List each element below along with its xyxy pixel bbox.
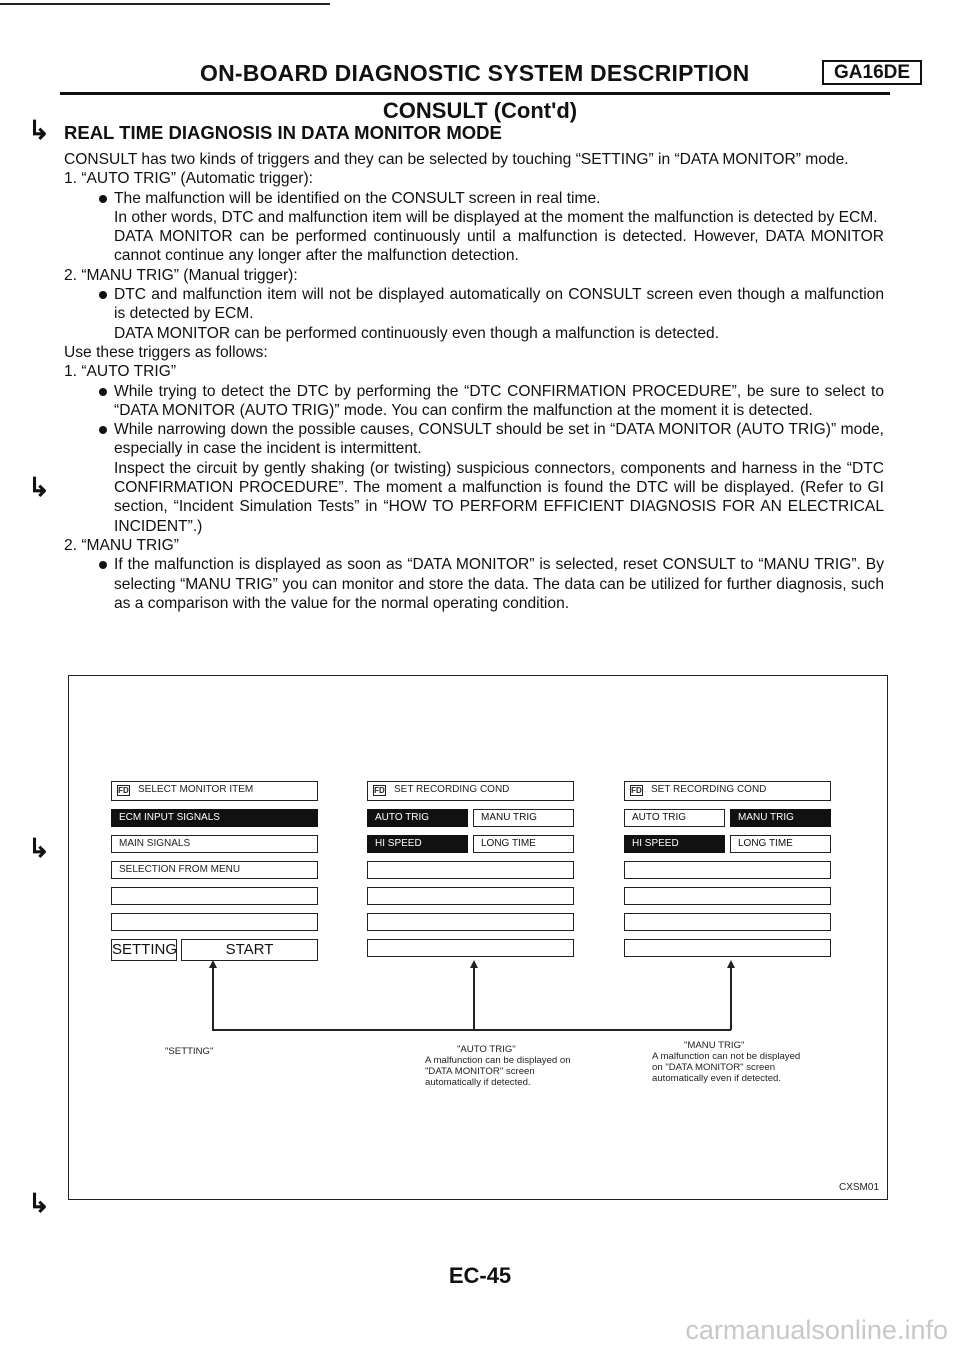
screen-set-recording-cond-manu	[624, 781, 831, 965]
top-rule	[0, 3, 330, 5]
menu-item-ecm-input-signals[interactable]: ECM INPUT SIGNALS	[111, 809, 318, 827]
section-title: REAL TIME DIAGNOSIS IN DATA MONITOR MODE	[64, 122, 502, 143]
page-subtitle: CONSULT (Cont'd)	[382, 98, 578, 123]
caption-auto-trig	[425, 1044, 585, 1088]
button-row	[111, 939, 318, 961]
caption-head: "MANU TRIG"	[684, 1040, 745, 1051]
hi-speed-button[interactable]: HI SPEED	[367, 835, 468, 853]
list-item-title: 1. “AUTO TRIG” (Automatic trigger):	[64, 170, 313, 188]
pointer-line	[473, 968, 475, 1030]
list-item-title: 2. “MANU TRIG”	[64, 536, 179, 554]
empty-row	[367, 861, 574, 879]
empty-row	[624, 887, 831, 905]
revision-mark: ↳	[28, 115, 50, 145]
screen-title: SELECT MONITOR ITEM	[138, 784, 254, 795]
consult-screens-figure	[68, 675, 888, 1200]
manu-trig-button[interactable]: MANU TRIG	[473, 809, 574, 827]
bullet-item: While narrowing down the possible causes, CONSULT should be set in “DATA MONITOR (AUTO TRIG)” mode, especially in case the incident is intermittent.	[64, 420, 884, 459]
pointer-line	[212, 968, 214, 1030]
floppy-disk-icon: FD	[118, 786, 129, 795]
empty-row	[111, 913, 318, 931]
figure-code: CXSM01	[838, 1182, 879, 1193]
empty-row	[367, 939, 574, 957]
manu-trig-button[interactable]: MANU TRIG	[730, 809, 831, 827]
use-heading: Use these triggers as follows:	[64, 343, 268, 361]
caption-setting	[165, 1046, 213, 1057]
page-header	[60, 56, 911, 94]
empty-row	[624, 913, 831, 931]
empty-row	[111, 887, 318, 905]
caption-body: A malfunction can be displayed on "DATA MONITOR" screen automatically if detected.	[425, 1055, 571, 1088]
paragraph: Inspect the circuit by gently shaking (or twisting) suspicious connectors, components and harness in the “DTC CONFIRMATION PROCEDURE”. The moment a malfunction is found the DTC will be displayed. (Refer to GI section, “Incident Simulation Tests” in “HOW TO PERFORM EFFICIENT DIAGNOSIS FOR AN ELECTRICAL INCIDENT”.)	[114, 459, 884, 535]
paragraph: DATA MONITOR can be performed continuously even though a malfunction is detected.	[114, 324, 720, 342]
empty-row	[624, 861, 831, 879]
screen-title-row	[624, 781, 831, 801]
auto-trig-button[interactable]: AUTO TRIG	[624, 809, 725, 827]
floppy-disk-icon: FD	[631, 786, 642, 795]
long-time-button[interactable]: LONG TIME	[730, 835, 831, 853]
hi-speed-button[interactable]: HI SPEED	[624, 835, 725, 853]
caption-manu-trig	[652, 1040, 812, 1084]
bullet-item: The malfunction will be identified on the CONSULT screen in real time.	[64, 189, 884, 208]
trigger-row	[624, 809, 831, 827]
menu-item-selection-from-menu[interactable]: SELECTION FROM MENU	[111, 861, 318, 879]
header-rule	[60, 92, 890, 95]
speed-row	[624, 835, 831, 853]
intro-paragraph: CONSULT has two kinds of triggers and they can be selected by touching “SETTING” in “DATA MONITOR” mode.	[64, 151, 849, 168]
pointer-line	[730, 968, 732, 1030]
empty-row	[624, 939, 831, 957]
arrow-up-icon	[209, 960, 217, 968]
screen-select-monitor-item	[111, 781, 318, 961]
caption-body: A malfunction can not be displayed on "DATA MONITOR" screen automatically even if detected.	[652, 1051, 801, 1084]
screen-title-row	[111, 781, 318, 801]
engine-badge: GA16DE	[822, 60, 922, 85]
screen-set-recording-cond-auto	[367, 781, 574, 965]
long-time-button[interactable]: LONG TIME	[473, 835, 574, 853]
auto-trig-button[interactable]: AUTO TRIG	[367, 809, 468, 827]
list-item-title: 2. “MANU TRIG” (Manual trigger):	[64, 266, 298, 284]
floppy-disk-icon: FD	[374, 786, 385, 795]
caption-head: "SETTING"	[165, 1046, 214, 1057]
empty-row	[367, 913, 574, 931]
list-item-title: 1. “AUTO TRIG”	[64, 363, 177, 381]
body-text	[64, 150, 884, 613]
bullet-item: While trying to detect the DTC by performing the “DTC CONFIRMATION PROCEDURE”, be sure to select to “DATA MONITOR (AUTO TRIG)” mode. You can confirm the malfunction at the moment it is detected.	[64, 382, 884, 421]
revision-mark: ↳	[28, 1188, 50, 1218]
revision-mark: ↳	[28, 833, 50, 863]
caption-head: "AUTO TRIG"	[457, 1044, 516, 1055]
connector-line	[212, 1029, 731, 1031]
page-number: EC-45	[448, 1263, 512, 1288]
menu-item-main-signals[interactable]: MAIN SIGNALS	[111, 835, 318, 853]
page-title: ON-BOARD DIAGNOSTIC SYSTEM DESCRIPTION	[200, 60, 750, 86]
trigger-row	[367, 809, 574, 827]
bullet-item: If the malfunction is displayed as soon as “DATA MONITOR” is selected, reset CONSULT to “MANU TRIG”. By selecting “MANU TRIG” you can monitor and store the data. The data can be utilized for further diagnosis, such as a comparison with the value for the normal operating condition.	[64, 555, 884, 613]
arrow-up-icon	[727, 960, 735, 968]
watermark: carmanualsonline.info	[685, 1315, 948, 1345]
arrow-up-icon	[470, 960, 478, 968]
setting-button[interactable]: SETTING	[111, 939, 177, 961]
start-button[interactable]: START	[181, 939, 318, 961]
speed-row	[367, 835, 574, 853]
screen-title-row	[367, 781, 574, 801]
revision-mark: ↳	[28, 472, 50, 502]
bullet-item: DTC and malfunction item will not be displayed automatically on CONSULT screen even though a malfunction is detected by ECM.	[64, 285, 884, 324]
paragraph: DATA MONITOR can be performed continuously until a malfunction is detected. However, DATA MONITOR cannot continue any longer after the malfunction detection.	[114, 228, 884, 265]
empty-row	[367, 887, 574, 905]
screen-title: SET RECORDING COND	[651, 784, 767, 795]
paragraph: In other words, DTC and malfunction item will be displayed at the moment the malfunction is detected by ECM.	[114, 208, 878, 226]
screen-title: SET RECORDING COND	[394, 784, 510, 795]
